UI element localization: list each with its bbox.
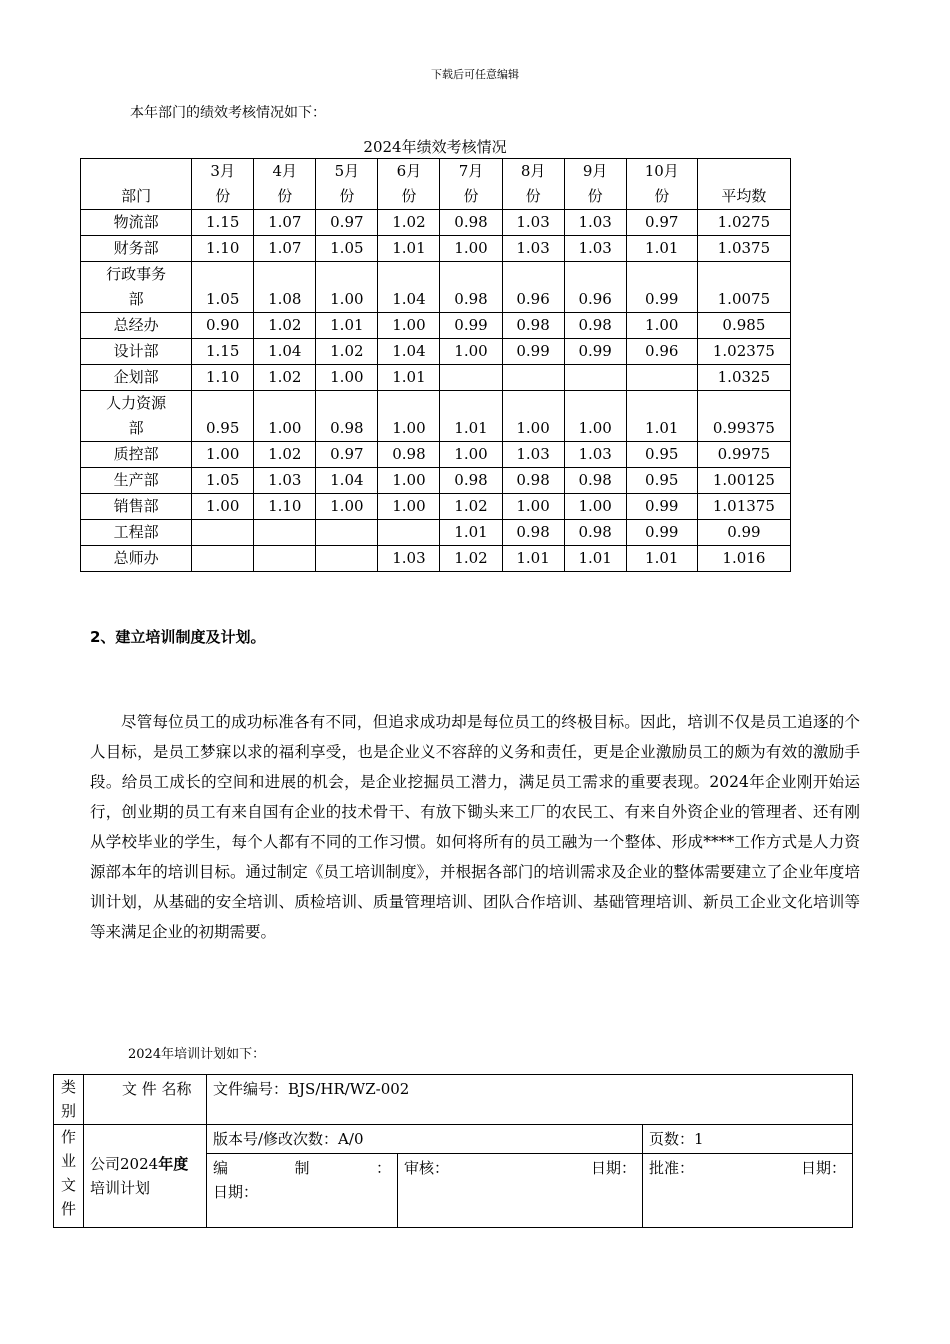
table-row — [81, 262, 791, 313]
table-cell: 1.00 — [192, 442, 254, 468]
table-cell: 1.0325 — [697, 365, 790, 391]
table-cell: 0.98 — [564, 313, 626, 339]
table-cell: 1.05 — [316, 236, 378, 262]
table-cell: 1.00 — [316, 494, 378, 520]
table-cell: 1.0075 — [697, 262, 790, 313]
table-cell: 1.03 — [564, 236, 626, 262]
table-cell: 1.00125 — [697, 468, 790, 494]
performance-table — [80, 158, 791, 572]
table-cell: 0.98 — [564, 520, 626, 546]
table-cell: 1.03 — [254, 468, 316, 494]
table-cell: 1.01 — [378, 236, 440, 262]
table-cell: 9月 份 — [564, 159, 626, 210]
table-cell: 1.01 — [502, 546, 564, 572]
table-cell: 1.01 — [626, 236, 697, 262]
table-cell: 1.02 — [254, 313, 316, 339]
table-cell: 1.01 — [564, 546, 626, 572]
table-cell: 生产部 — [81, 468, 192, 494]
table-cell: 1.02 — [378, 210, 440, 236]
table-cell: 质控部 — [81, 442, 192, 468]
table-cell — [378, 520, 440, 546]
table-cell — [440, 365, 502, 391]
table-cell: 1.10 — [192, 365, 254, 391]
table-cell: 1.01 — [626, 546, 697, 572]
table-cell: 0.9975 — [697, 442, 790, 468]
table-cell: 行政事务 部 — [81, 262, 192, 313]
table-cell: 工程部 — [81, 520, 192, 546]
table-cell: 0.98 — [440, 262, 502, 313]
table-cell: 1.04 — [254, 339, 316, 365]
table-cell: 1.00 — [378, 468, 440, 494]
table-cell: 0.98 — [316, 391, 378, 442]
table-cell: 0.98 — [502, 520, 564, 546]
table-cell: 8月 份 — [502, 159, 564, 210]
table-row — [81, 520, 791, 546]
table-cell: 1.00 — [502, 391, 564, 442]
table-row — [81, 210, 791, 236]
table-cell: 1.0275 — [697, 210, 790, 236]
table-cell: 1.00 — [192, 494, 254, 520]
table-cell: 1.08 — [254, 262, 316, 313]
filename-label: 文 件 名称 — [84, 1075, 207, 1125]
table-cell: 1.00 — [254, 391, 316, 442]
table-cell: 0.98 — [378, 442, 440, 468]
table-cell: 1.00 — [564, 391, 626, 442]
table-cell: 0.95 — [626, 468, 697, 494]
table-row — [81, 236, 791, 262]
table-cell: 0.96 — [626, 339, 697, 365]
category-label: 类别 — [54, 1075, 84, 1125]
table-cell: 1.00 — [440, 442, 502, 468]
table-cell: 0.99375 — [697, 391, 790, 442]
table-cell: 0.96 — [564, 262, 626, 313]
page-header: 下载后可任意编辑 — [431, 68, 519, 81]
table-cell: 1.01 — [316, 313, 378, 339]
table-cell — [316, 520, 378, 546]
table-cell: 部门 — [81, 159, 192, 210]
table-cell: 0.99 — [626, 494, 697, 520]
table-cell: 1.07 — [254, 236, 316, 262]
approve-cell: 批准： 日期： — [643, 1154, 853, 1228]
category-value: 作业文件 — [54, 1125, 84, 1228]
table-cell: 1.01 — [440, 520, 502, 546]
table-cell: 6月 份 — [378, 159, 440, 210]
table-cell: 0.99 — [626, 262, 697, 313]
table-cell: 1.00 — [564, 494, 626, 520]
table-row — [81, 468, 791, 494]
table-cell: 0.98 — [502, 313, 564, 339]
table-cell: 1.00 — [378, 391, 440, 442]
table-cell: 1.04 — [378, 339, 440, 365]
table-cell: 1.03 — [502, 236, 564, 262]
table-cell: 0.97 — [316, 210, 378, 236]
table-row — [81, 339, 791, 365]
table-cell — [254, 520, 316, 546]
table-cell: 1.04 — [378, 262, 440, 313]
version-info: 版本号/修改次数：A/0 — [207, 1125, 643, 1154]
plan-intro-text: 2024年培训计划如下： — [128, 1047, 266, 1062]
table-cell: 1.07 — [254, 210, 316, 236]
table-cell: 1.01375 — [697, 494, 790, 520]
table-row — [81, 391, 791, 442]
table-cell: 1.10 — [192, 236, 254, 262]
table-cell: 总经办 — [81, 313, 192, 339]
table-cell: 1.0375 — [697, 236, 790, 262]
table-cell: 0.96 — [502, 262, 564, 313]
table-cell: 1.02 — [440, 546, 502, 572]
table-cell: 1.016 — [697, 546, 790, 572]
table-cell: 0.98 — [502, 468, 564, 494]
training-plan-form — [53, 1074, 853, 1228]
table-row — [81, 313, 791, 339]
filename-value: 公司2024年度培训计划 — [84, 1125, 207, 1228]
table-cell: 1.03 — [564, 210, 626, 236]
table-cell: 1.03 — [564, 442, 626, 468]
table-cell: 0.99 — [697, 520, 790, 546]
table-cell: 0.99 — [626, 520, 697, 546]
table-cell: 0.97 — [626, 210, 697, 236]
table-cell: 1.02375 — [697, 339, 790, 365]
table-cell — [316, 546, 378, 572]
table-cell: 0.98 — [440, 210, 502, 236]
table-cell: 1.00 — [440, 339, 502, 365]
table-cell — [192, 546, 254, 572]
intro-text: 本年部门的绩效考核情况如下： — [130, 105, 326, 121]
table-cell: 1.03 — [378, 546, 440, 572]
table-cell: 物流部 — [81, 210, 192, 236]
table-cell: 1.00 — [316, 262, 378, 313]
section-heading: 2、建立培训制度及计划。 — [90, 628, 266, 646]
table-cell: 1.10 — [254, 494, 316, 520]
table-cell: 0.99 — [564, 339, 626, 365]
table-cell: 1.02 — [440, 494, 502, 520]
table-cell: 1.01 — [378, 365, 440, 391]
table-cell: 1.00 — [316, 365, 378, 391]
table-cell: 0.99 — [440, 313, 502, 339]
table-cell: 财务部 — [81, 236, 192, 262]
table-cell: 0.90 — [192, 313, 254, 339]
training-paragraph: 尽管每位员工的成功标准各有不同，但追求成功却是每位员工的终极目标。因此，培训不仅是员工追逐的个人目标，是员工梦寐以求的福利享受，也是企业义不容辞的义务和责任，更是企业激励员工的颇为有效的激励手段。给员工成长的空间和进展的机会，是企业挖掘员工潜力，满足员工需求的重要表现。2024年企业刚开始运行，创业期的员工有来自国有企业的技术骨干、有放下锄头来工厂的农民工、有来自外资企业的管理者、还有刚从学校毕业的学生，每个人都有不同的工作习惯。如何将所有的员工融为一个整体、形成****工作方式是人力资源部本年的培训目标。通过制定《员工培训制度》，并根据各部门的培训需求及企业的整体需要建立了企业年度培训计划，从基础的安全培训、质检培训、质量管理培训、团队合作培训、基础管理培训、新员工企业文化培训等等来满足企业的初期需要。 — [90, 713, 860, 941]
table-row — [81, 442, 791, 468]
table-cell: 0.98 — [440, 468, 502, 494]
table-cell: 1.00 — [626, 313, 697, 339]
table-cell: 0.95 — [192, 391, 254, 442]
table-row — [81, 494, 791, 520]
table-cell: 1.05 — [192, 468, 254, 494]
table-cell: 1.05 — [192, 262, 254, 313]
table-cell: 1.02 — [254, 365, 316, 391]
page-count: 页数：1 — [643, 1125, 853, 1154]
table-cell: 平均数 — [697, 159, 790, 210]
table-cell: 1.03 — [502, 442, 564, 468]
table-cell: 4月 份 — [254, 159, 316, 210]
table-cell: 0.985 — [697, 313, 790, 339]
table-cell: 3月 份 — [192, 159, 254, 210]
author-cell: 编 制 ： 日期： — [207, 1154, 398, 1228]
table-cell: 5月 份 — [316, 159, 378, 210]
doc-number: 文件编号：BJS/HR/WZ-002 — [207, 1075, 853, 1125]
table-cell: 企划部 — [81, 365, 192, 391]
table-cell — [502, 365, 564, 391]
table-cell: 总师办 — [81, 546, 192, 572]
table-cell — [564, 365, 626, 391]
table-cell: 1.02 — [254, 442, 316, 468]
table-cell: 0.97 — [316, 442, 378, 468]
table-cell: 1.01 — [626, 391, 697, 442]
table-cell: 1.03 — [502, 210, 564, 236]
table-cell: 0.99 — [502, 339, 564, 365]
table-header-row — [81, 159, 791, 210]
table-cell: 0.98 — [564, 468, 626, 494]
table-cell — [192, 520, 254, 546]
table-cell: 1.15 — [192, 339, 254, 365]
table-cell — [254, 546, 316, 572]
table-cell: 设计部 — [81, 339, 192, 365]
table-cell: 1.00 — [440, 236, 502, 262]
table-cell: 人力资源 部 — [81, 391, 192, 442]
table-cell — [626, 365, 697, 391]
table-row — [81, 365, 791, 391]
table-cell: 1.01 — [440, 391, 502, 442]
table-cell: 7月 份 — [440, 159, 502, 210]
table-cell: 1.00 — [378, 494, 440, 520]
table-cell: 0.95 — [626, 442, 697, 468]
table-cell: 1.02 — [316, 339, 378, 365]
perf-table-title: 2024年绩效考核情况 — [363, 138, 507, 156]
table-cell: 1.04 — [316, 468, 378, 494]
table-cell: 10月 份 — [626, 159, 697, 210]
review-cell: 审核： 日期： — [398, 1154, 643, 1228]
table-cell: 销售部 — [81, 494, 192, 520]
table-cell: 1.00 — [502, 494, 564, 520]
table-cell: 1.00 — [378, 313, 440, 339]
table-cell: 1.15 — [192, 210, 254, 236]
table-row — [81, 546, 791, 572]
